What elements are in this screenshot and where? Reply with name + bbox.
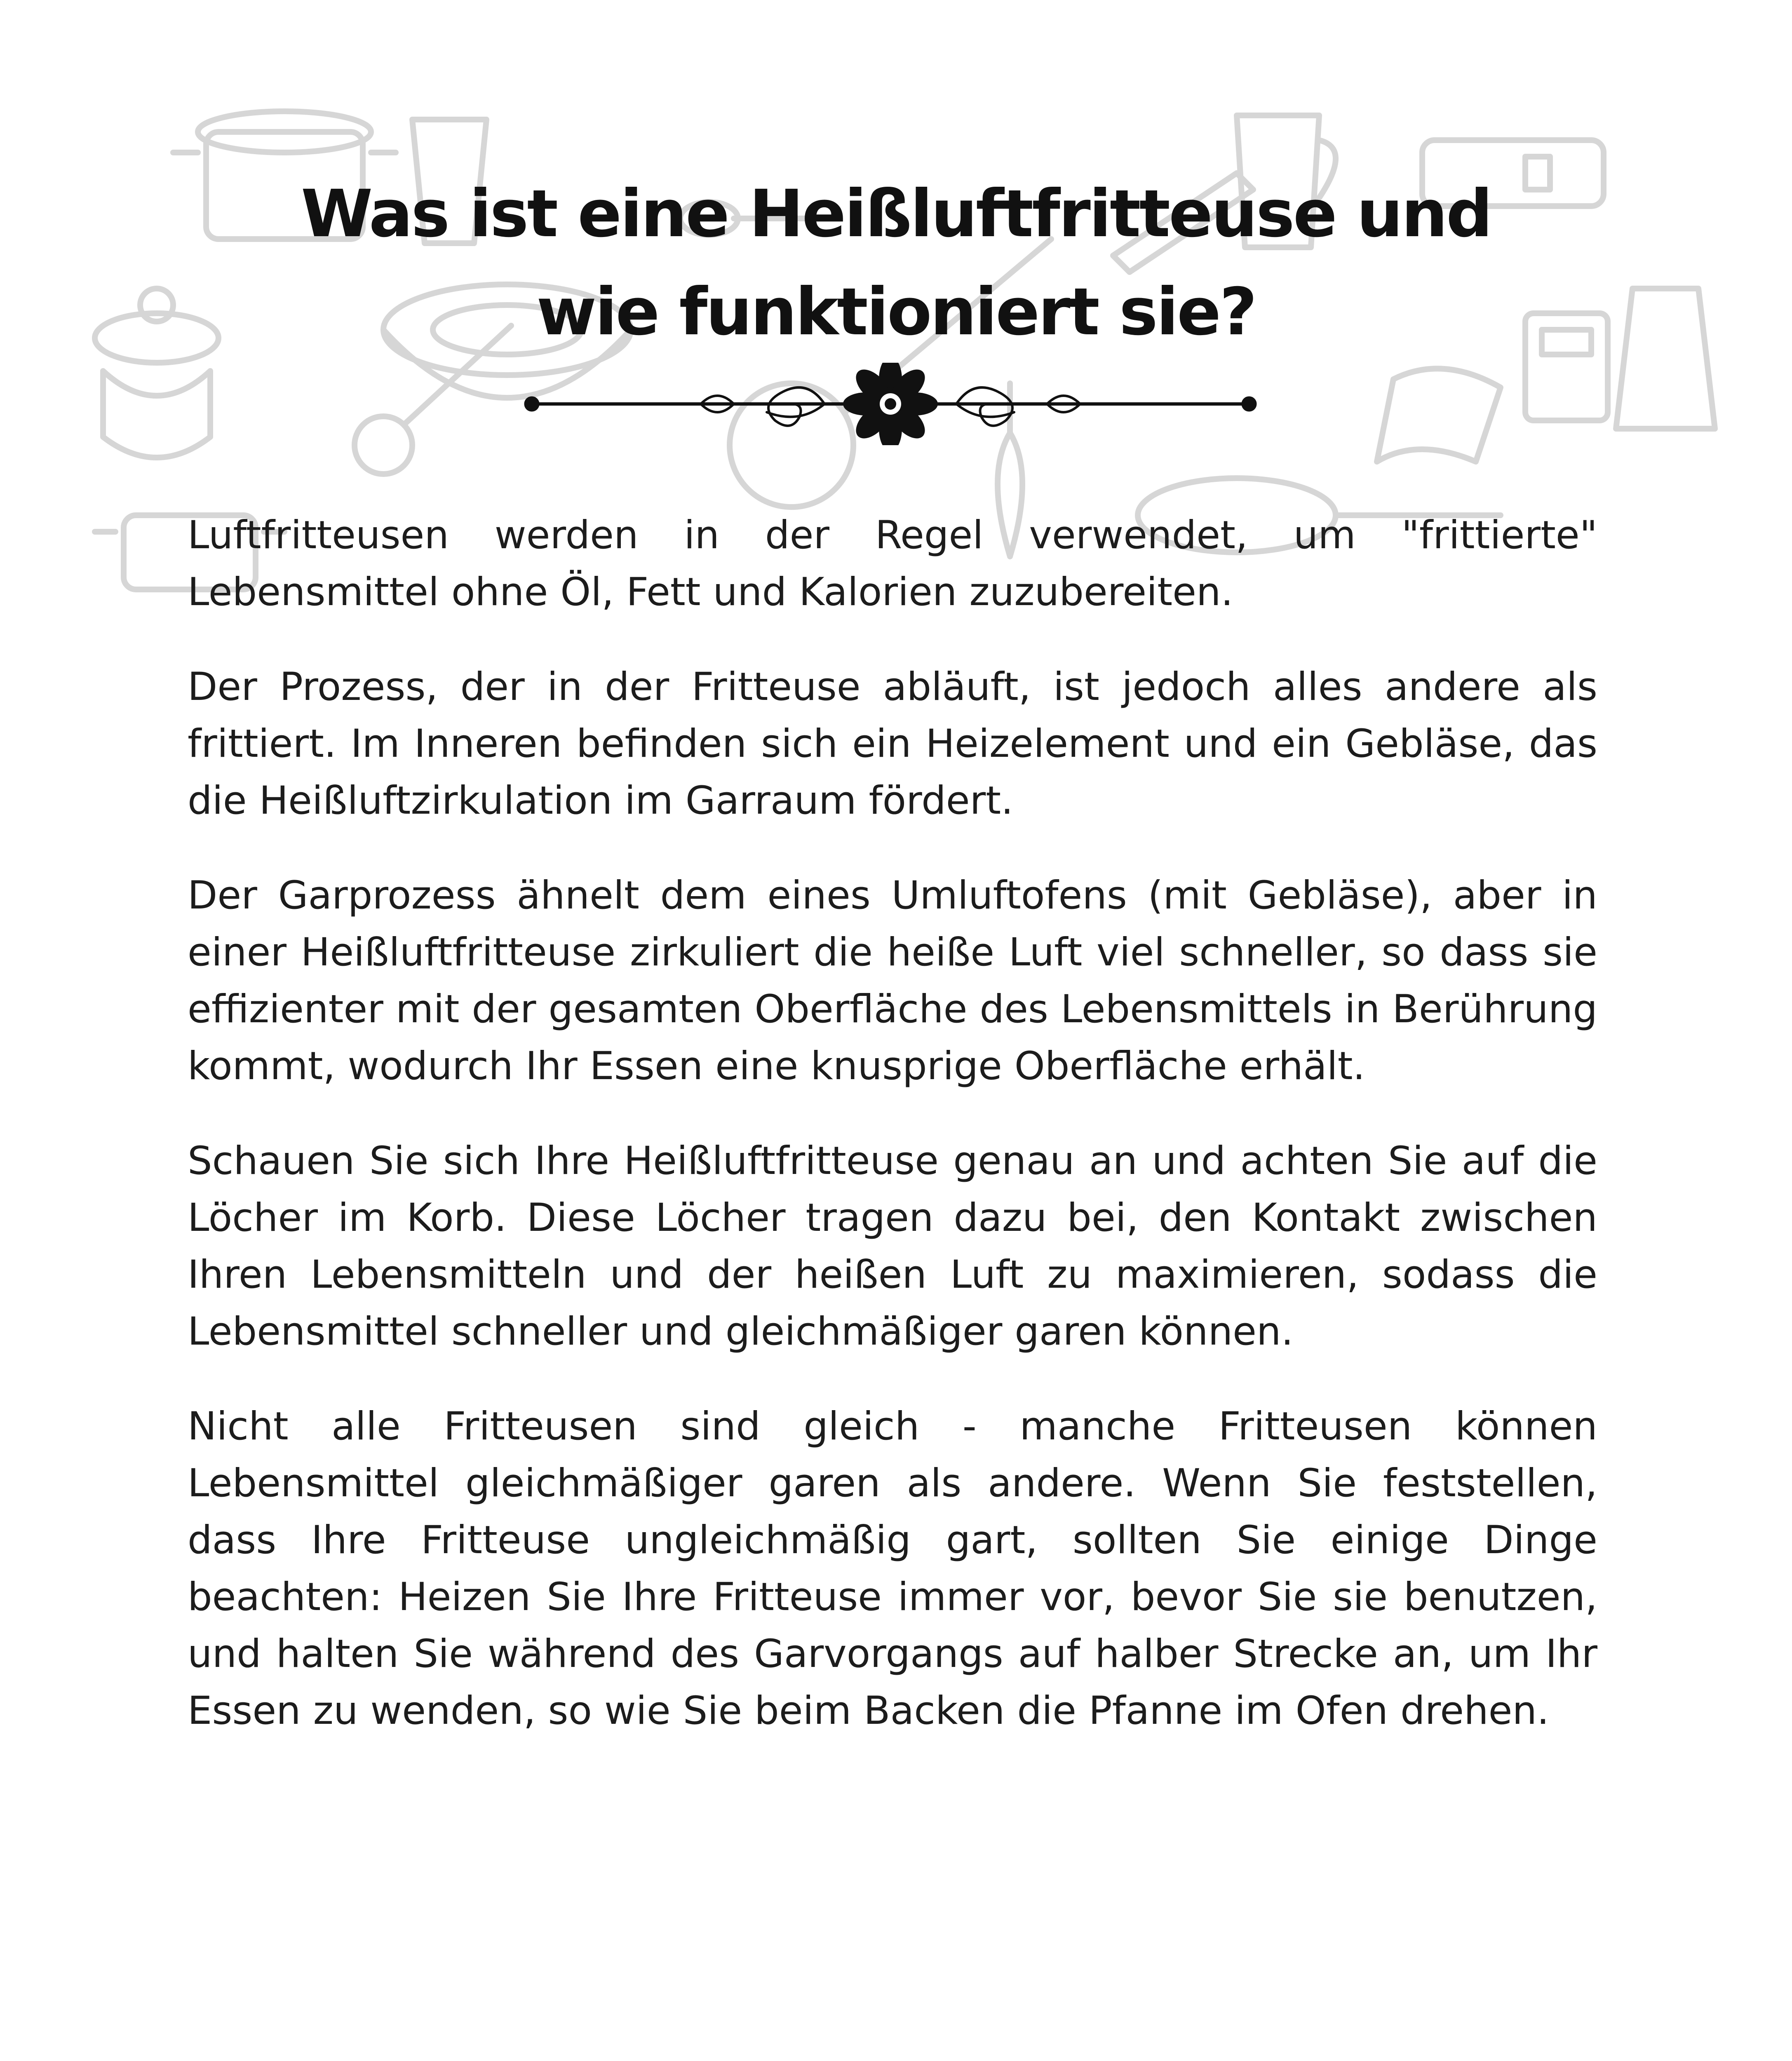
divider-end-dot-left <box>524 397 539 411</box>
flower-ornament-divider <box>519 363 1261 445</box>
paragraph-1: Luftfritteusen werden in der Regel verwendet, um "frittierte" Lebensmittel ohne Öl, Fett und Kalorien zuzubereiten. <box>188 513 1597 615</box>
paragraph-5: Nicht alle Fritteusen sind gleich - manche Fritteusen können Lebensmittel gleichmäßiger garen als andere. Wenn Sie feststellen, dass Ihre Fritteuse ungleichmäßig gart, sollten Sie einige Dinge beachten: Heizen Sie Ihre Fritteuse immer vor, bevor Sie sie benutzen, und halten Sie während des Garvorgangs auf halber Strecke an, um Ihr Essen zu wenden, so wie Sie beim Backen die Pfanne im Ofen drehen. <box>188 1404 1597 1733</box>
paragraph-3: Der Garprozess ähnelt dem eines Umluftofens (mit Gebläse), aber in einer Heißluftfritteuse zirkuliert die heiße Luft viel schneller, so dass sie effizienter mit der gesamten Oberfläche des Lebensmittels in Berührung kommt, wodurch Ihr Essen eine knusprige Oberfläche erhält. <box>188 873 1597 1089</box>
flower-icon <box>843 363 938 445</box>
page-title <box>0 165 1792 361</box>
cloth-icon <box>1377 369 1501 462</box>
paragraph-2: Der Prozess, der in der Fritteuse abläuft, ist jedoch alles andere als frittiert. Im Inneren befinden sich ein Heizelement und ein Gebläse, das die Heißluftzirkulation im Garraum fördert. <box>188 664 1597 823</box>
title-line-1: Was ist eine Heißluftfritteuse und <box>301 176 1491 252</box>
title-line-2: wie funktioniert sie? <box>536 274 1256 350</box>
body-text <box>188 507 1597 1777</box>
divider-end-dot-right <box>1242 397 1257 411</box>
paragraph-4: Schauen Sie sich Ihre Heißluftfritteuse genau an und achten Sie auf die Löcher im Korb. Diese Löcher tragen dazu bei, den Kontakt zwischen Ihren Lebensmitteln und der heißen Luft zu maximieren, sodass die Lebensmittel schneller und gleichmäßiger garen können. <box>188 1138 1597 1354</box>
